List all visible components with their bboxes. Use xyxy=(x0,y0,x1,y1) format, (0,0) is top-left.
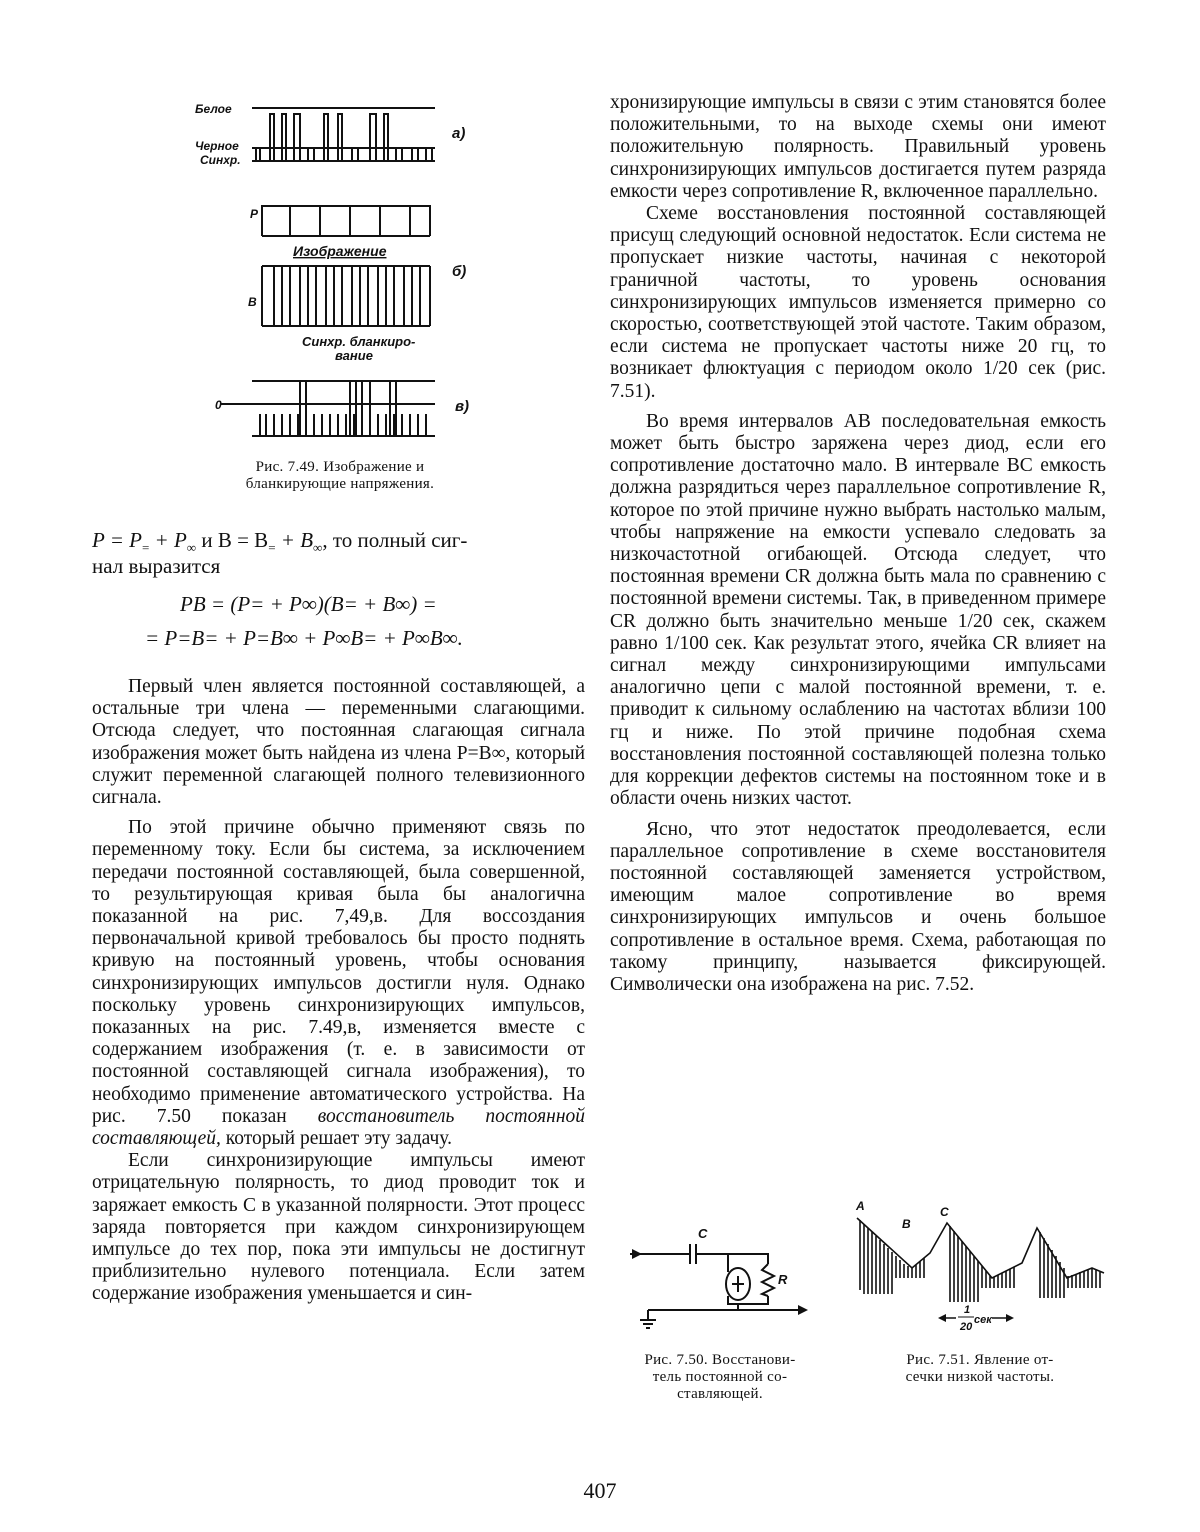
period-unit: сек xyxy=(974,1314,992,1326)
label-r: R xyxy=(778,1272,788,1287)
period-den: 20 xyxy=(960,1321,973,1333)
figure-7-50-caption: Рис. 7.50. Восстанови- тель постоянной со- ставляющей. xyxy=(644,1352,796,1402)
formula-line-3: PB = (P= + P∞)(B= + B∞) = xyxy=(180,592,437,616)
label-a: а) xyxy=(452,125,466,142)
paragraph: Первый член является постоянной составляющей, а остальные три члена — переменными слагающими. Отсюда следует, что постоянная слагающая сигнала изображения может быть найдена из члена P=B∞, который служит переменной слагающей полного телевизионного сигнала. xyxy=(92,676,585,809)
label-white: Белое xyxy=(195,102,232,116)
waveform-b xyxy=(262,206,430,326)
formula-line-4: = P=B= + P=B∞ + P∞B= + P∞B∞. xyxy=(145,626,463,650)
label-b-letter: В xyxy=(248,295,257,309)
label-sync: Синхр. xyxy=(200,153,241,167)
waveform-v xyxy=(220,381,435,436)
figure-7-51-caption: Рис. 7.51. Явление от- сечки низкой частоты. xyxy=(905,1352,1055,1385)
label-sync-blank-1: Синхр. бланкиро- xyxy=(302,334,416,349)
paragraph: хронизирующие импульсы в связи с этим становятся более положительными, то на выходе схемы они имеют положительную полярность. Правильный уровень синхронизирующих импульсов достигается путем разряда емкости через сопротивление R, включенное параллельно. xyxy=(610,92,1106,202)
figure-7-49-caption: Рис. 7.49. Изображение и бланкирующие напряжения. xyxy=(245,459,435,492)
paragraph: Во время интервалов AB последовательная емкость может быть быстро заряжена через диод, если его сопротивление достаточно мало. В интервале BC емкость должна разрядиться через параллельное сопротивление R, которое по этой причине нужно выбрать настолько малым, чтобы напряжение на емкости успевало следовать за низкочастотной огибающей. Отсюда следует, что постоянная времени CR должна быть мала по сравнению с постоянной времени системы. Так, в приведенном примере CR должно быть значительно меньше 1/20 сек, скажем равно 1/100 сек. Как результат этого, ячейка CR влияет на сигнал между синхронизирующими импульсами аналогично цепи с малой постоянной времени, т. е. приводит к сильному ослаблению на частотах вблизи 100 гц и ниже. По этой причине подобная схема восстановления постоянной составляющей полезна только для коррекции дефектов системы на постоянном токе и в области очень низких частот. xyxy=(610,410,1106,810)
label-sync-blank-2: вание xyxy=(335,348,373,363)
label-image: Изображение xyxy=(293,243,387,259)
waveform-a xyxy=(252,108,435,161)
label-c: C xyxy=(940,1205,949,1219)
label-v: в) xyxy=(455,398,470,415)
figure-7-51 xyxy=(852,1198,1112,1348)
label-b: б) xyxy=(452,263,467,280)
figure-7-49 xyxy=(190,96,490,456)
label-a: A xyxy=(856,1199,865,1213)
figure-7-50 xyxy=(628,1224,828,1344)
formula-line-1: $P = P_= + P_\infty$ и $B = B_= + B_\infty$, то полный сиг- xyxy=(92,528,468,555)
right-column xyxy=(610,92,1106,996)
paragraph: По этой причине обычно применяют связь по переменному току. Если бы система, за исключением передачи постоянной составляющей, была совершенной, то результирующая кривая была бы аналогична показанной на рис. 7,49,в. Для воссоздания первоначальной кривой требовалось бы просто поднять кривую на постоянный уровень, чтобы основания синхронизирующих импульсов достигли нуля. Однако поскольку уровень синхронизирующих импульсов, показанных на рис. 7.49,в, изменяется вместе с содержанием изображения (т. е. в зависимости от постоянной составляющей сигнала изображения), то необходимо применение автоматического устройства. На рис. 7.50 показан восстановитель постоянной составляющей, который решает эту задачу. xyxy=(92,817,586,1150)
label-zero: 0 xyxy=(215,398,222,412)
label-c: C xyxy=(698,1226,708,1241)
label-p: P xyxy=(250,207,259,221)
paragraph: Ясно, что этот недостаток преодолевается, если параллельное сопротивление в схеме восстановителя постоянной составляющей заменяется устройством, имеющим малое сопротивление во время синхронизирующих импульсов и очень большое сопротивление в остальное время. Схема, работающая по такому принципу, называется фиксирующей. Символически она изображена на рис. 7.52. xyxy=(610,818,1106,995)
page-number: 407 xyxy=(583,1478,617,1503)
paragraph: Схеме восстановления постоянной составляющей присущ следующий основной недостаток. Если система не пропускает низкие частоты, начиная с некоторой граничной частоты, то уровень основания синхронизирующих импульсов изменяется примерно со скоростью, соответствующей этой частоте. Таким образом, если система не пропускает частоты ниже 20 гц, то возникает флюктуация с периодом около 1/20 сек (рис. 7.51). xyxy=(610,203,1106,402)
formula-line-2: нал выразится xyxy=(92,554,221,578)
label-b: B xyxy=(902,1217,911,1231)
paragraph: Если синхронизирующие импульсы имеют отрицательную полярность, то диод проводит ток и заряжает емкость C в указанной полярности. Этот процесс заряда повторяется при каждом синхронизирующем импульсе до тех пор, пока эти импульсы не достигнут приблизительно нулевого потенциала. Если затем содержание изображения уменьшается и син- xyxy=(92,1150,585,1305)
period-num: 1 xyxy=(964,1304,971,1316)
label-black: Черное xyxy=(195,139,239,153)
left-column xyxy=(92,676,585,1306)
